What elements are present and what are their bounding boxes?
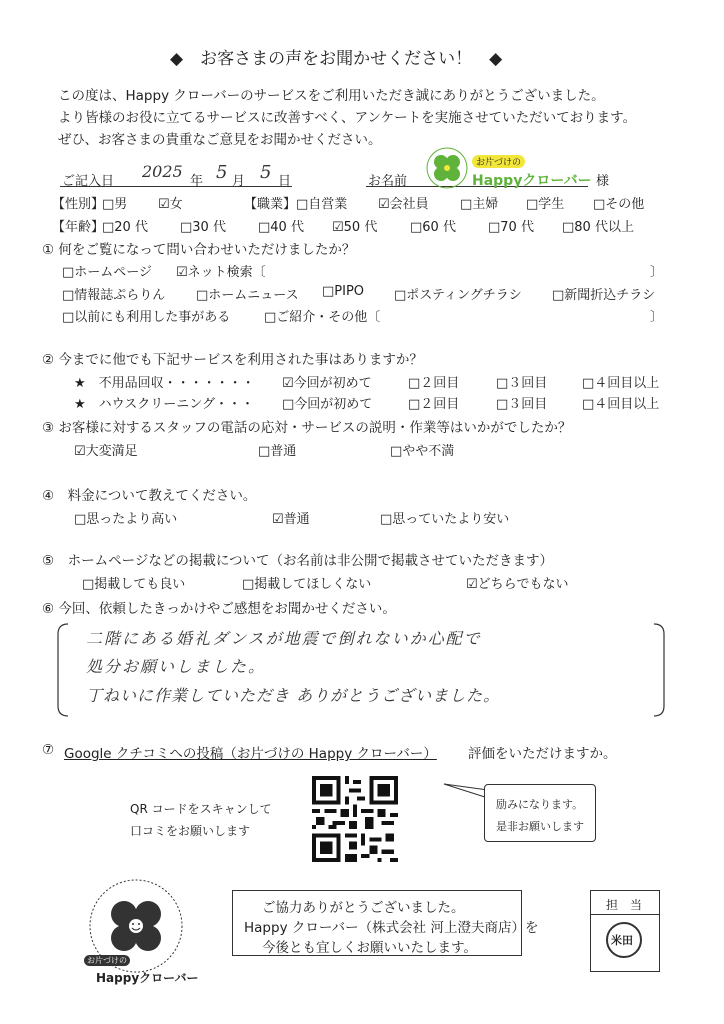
q1-net-search-close: 〕 (650, 265, 664, 280)
q2-question: ② 今までに他でも下記サービスを利用された事はありますか？ (42, 352, 423, 368)
q1-puralin[interactable]: □情報誌ぷらりん (62, 288, 166, 303)
bottom-logo-sub: お片づけの (84, 955, 130, 966)
age-40[interactable]: □40 代 (258, 220, 304, 235)
qr-code-icon[interactable] (312, 776, 398, 862)
q2-row1-second[interactable]: □２回目 (408, 376, 460, 391)
q4-question: ④ 料金について教えてください。 (42, 488, 257, 504)
q6-answer-line-2[interactable]: 処分お願いしました。 (86, 657, 267, 676)
q3-slightly-dissatisfied[interactable]: □やや不満 (390, 444, 455, 459)
age-80[interactable]: □80 代以上 (562, 220, 634, 235)
q5-not-ok[interactable]: □掲載してほしくない (242, 577, 372, 592)
date-year-unit: 年 (190, 174, 204, 189)
q6-answer-line-1[interactable]: 二階にある婚礼ダンスが地震で倒れないか心配で (86, 629, 482, 648)
q1-net-search[interactable]: ☑ネット検索〔 (176, 265, 266, 280)
age-50[interactable]: ☑50 代 (332, 220, 378, 235)
q3-normal[interactable]: □普通 (258, 444, 297, 459)
q1-pipo[interactable]: □PIPO (322, 284, 365, 299)
intro-line-2: より皆様のお役に立てるサービスに改善すべく、アンケートを実施させていただいております。 (58, 110, 637, 126)
date-month-unit: 月 (232, 174, 246, 189)
date-day[interactable]: 5 (260, 162, 272, 183)
job-label: 【職業】 (244, 197, 297, 212)
age-60[interactable]: □60 代 (410, 220, 456, 235)
job-student[interactable]: □学生 (526, 197, 565, 212)
footer-line-2: Happy クローバー（株式会社 河上澄夫商店）を (244, 920, 539, 936)
date-month[interactable]: 5 (216, 162, 228, 183)
q7-number: ⑦ (42, 742, 55, 758)
q4-expensive[interactable]: □思ったより高い (74, 512, 178, 527)
q2-row1-fourth[interactable]: □４回目以上 (582, 376, 660, 391)
gender-label: 【性別】 (52, 197, 105, 212)
q4-normal[interactable]: ☑普通 (272, 512, 310, 527)
bubble-line-1: 励みになります。 (496, 798, 584, 811)
age-70[interactable]: □70 代 (488, 220, 534, 235)
bubble-line-2: 是非お願いします (496, 820, 584, 833)
q3-question: ③ お客様に対するスタッフの電話の応対・サービスの説明・作業等はいかがでしたか？ (42, 420, 572, 436)
q6-question: ⑥ 今回、依頼したきっかけやご感想をお聞かせください。 (42, 601, 396, 617)
name-label: お名前 (368, 174, 408, 189)
q5-either[interactable]: ☑どちらでもない (466, 577, 569, 592)
q1-used-before[interactable]: □以前にも利用した事がある (62, 310, 231, 325)
q6-answer-line-3[interactable]: 丁ねいに作業していただき ありがとうございました。 (86, 686, 501, 705)
qr-instruction-2: 口コミをお願いします (130, 824, 251, 838)
q2-row2-first[interactable]: □今回が初めて (282, 397, 373, 412)
q1-newspaper-flyer[interactable]: □新聞折込チラシ (552, 288, 656, 303)
qr-instruction-1: QR コードをスキャンして (130, 802, 272, 816)
staff-divider (590, 914, 660, 915)
gender-male[interactable]: □男 (102, 197, 128, 212)
age-30[interactable]: □30 代 (180, 220, 226, 235)
gender-female[interactable]: ☑女 (158, 197, 183, 212)
date-day-unit: 日 (278, 174, 292, 189)
job-self-employed[interactable]: □自営業 (296, 197, 348, 212)
q2-row1-third[interactable]: □３回目 (496, 376, 548, 391)
q2-row2-label: ★ ハウスクリーニング・・・ (74, 397, 255, 412)
job-company-employee[interactable]: ☑会社員 (378, 197, 429, 212)
page-title: ◆ お客さまの声をお聞かせください！ ◆ (170, 49, 503, 69)
q1-referral-other[interactable]: □ご紹介・その他〔 (264, 310, 381, 325)
staff-label: 担 当 (606, 898, 643, 912)
q1-posting-flyer[interactable]: □ポスティングチラシ (394, 288, 522, 303)
date-underline (60, 186, 292, 187)
footer-line-3: 今後とも宜しくお願いいたします。 (262, 940, 477, 956)
q3-very-satisfied[interactable]: ☑大変満足 (74, 444, 138, 459)
q2-row2-second[interactable]: □２回目 (408, 397, 460, 412)
q5-ok[interactable]: □掲載しても良い (82, 577, 186, 592)
staff-stamp: 米田 (611, 934, 633, 947)
name-logo-sub: お片づけの (472, 155, 525, 168)
q2-row1-label: ★ 不用品回収・・・・・・・ (74, 376, 255, 391)
q7-suffix: 評価をいただけますか。 (468, 746, 617, 762)
q1-referral-close: 〕 (650, 310, 664, 325)
q1-question: ① 何をご覧になって問い合わせいただけましたか？ (42, 242, 356, 258)
q7-google-link[interactable]: Google クチコミへの投稿（お片づけの Happy クローバー） (64, 746, 437, 762)
q2-row2-fourth[interactable]: □４回目以上 (582, 397, 660, 412)
clover-logo-icon (424, 146, 470, 190)
q4-cheaper[interactable]: □思っていたより安い (380, 512, 510, 527)
footer-line-1: ご協力ありがとうございました。 (262, 900, 465, 916)
speech-bubble-tail-icon (440, 782, 490, 802)
date-year[interactable]: 2025 (142, 162, 183, 181)
q2-row2-third[interactable]: □３回目 (496, 397, 548, 412)
q1-homepage[interactable]: □ホームページ (62, 265, 153, 280)
job-other[interactable]: □その他 (593, 197, 645, 212)
name-suffix: 様 (596, 174, 610, 189)
intro-line-1: この度は、Happy クローバーのサービスをご利用いただき誠にありがとうございました。 (58, 88, 605, 104)
q5-question: ⑤ ホームページなどの掲載について（お名前は非公開で掲載させていただきます） (42, 553, 554, 569)
intro-line-3: ぜひ、お客さまの貴重なご意見をお聞かせください。 (58, 132, 382, 148)
job-housewife[interactable]: □主婦 (460, 197, 499, 212)
bottom-logo-text: Happyクローバー (96, 971, 199, 985)
date-label: ご記入日 (62, 174, 115, 189)
q2-row1-first[interactable]: ☑今回が初めて (282, 376, 372, 391)
name-logo-text: Happyクローバー (472, 173, 592, 189)
q1-home-news[interactable]: □ホームニュース (196, 288, 299, 303)
age-20[interactable]: □20 代 (102, 220, 148, 235)
age-label: 【年齢】 (52, 220, 105, 235)
